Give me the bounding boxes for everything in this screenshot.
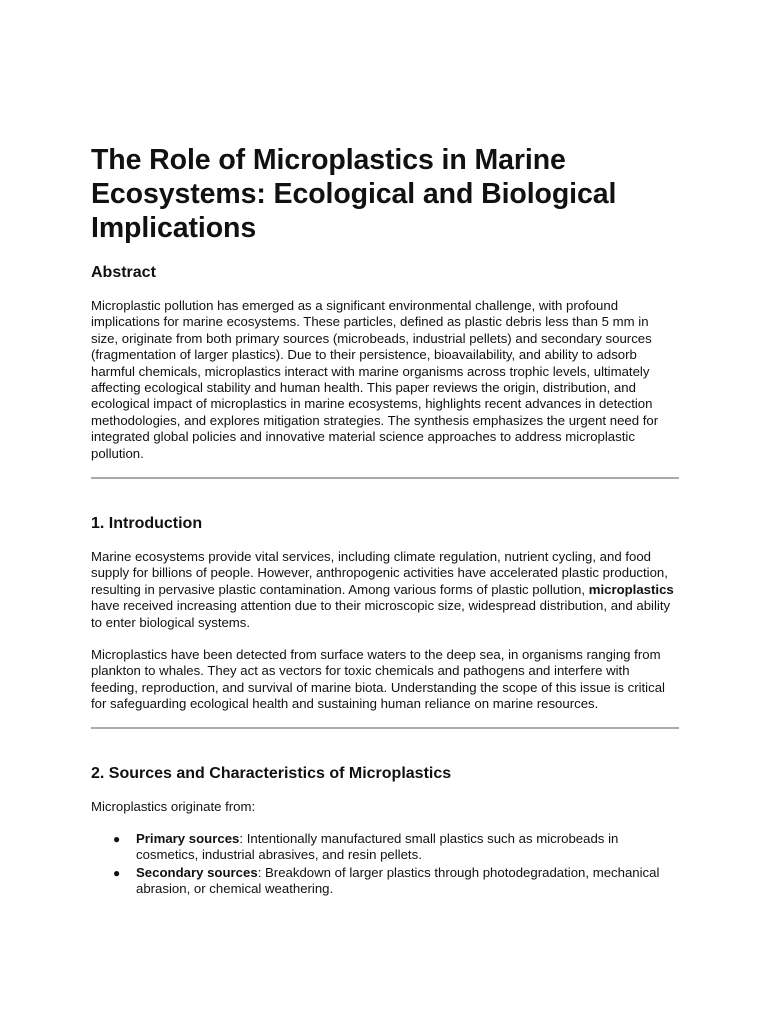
intro-text-before: Marine ecosystems provide vital services, including climate regulation, nutrient cycling, and food supply for billions of people. However, anthropogenic activities have accelerated plastic production, resulting in pervasive plastic contamination. Among various forms of plastic pollution, — [91, 549, 668, 597]
bullet-icon: ● — [113, 865, 121, 880]
list-item-text: : Intentionally manufactured small plastics such as microbeads in cosmetics, industrial abrasives, and resin pellets. — [136, 831, 619, 863]
bullet-icon: ● — [113, 832, 121, 846]
introduction-heading: 1. Introduction — [91, 515, 203, 532]
list-item-text: : Breakdown of larger plastics through photodegradation, mechanical abrasion, or chemical weathering. — [136, 864, 660, 897]
sources-list — [91, 831, 679, 899]
introduction-paragraph-1 — [91, 549, 679, 631]
list-item — [91, 831, 679, 864]
intro-bold-term: microplastics — [588, 581, 674, 597]
sources-intro: Microplastics originate from: — [91, 799, 256, 814]
abstract-paragraph: Microplastic pollution has emerged as a significant environmental challenge, with profound implications for marine ecosystems. These particles, defined as plastic debris less than 5 mm in size, originate from both primary sources (microbeads, industrial pellets) and secondary sources (fragmentation of larger plastics). Due to their persistence, bioavailability, and ability to adsorb harmful chemicals, microplastics interact with marine organisms across trophic levels, ultimately affecting ecological stability and human health. This paper reviews the origin, distribution, and ecological impact of microplastics in marine ecosystems, highlights recent advances in detection methodologies, and explores mitigation strategies. The synthesis emphasizes the urgent need for integrated global policies and innovative material science approaches to address microplastic pollution. — [91, 298, 659, 461]
section-divider — [91, 477, 679, 479]
abstract-heading: Abstract — [91, 264, 156, 281]
intro-text-after: have received increasing attention due to their microscopic size, widespread distribution, and ability to enter biological systems. — [91, 598, 671, 630]
list-item-term: Primary sources — [136, 831, 240, 846]
list-item-term: Secondary sources — [136, 864, 258, 880]
introduction-paragraph-2: Microplastics have been detected from surface waters to the deep sea, in organisms ranging from plankton to whales. They act as vectors for toxic chemicals and pathogens and interfere with feeding, reproduction, and survival of marine biota. Understanding the scope of this issue is critical for safeguarding ecological health and sustaining human reliance on marine resources. — [91, 647, 665, 712]
sources-heading: 2. Sources and Characteristics of Microplastics — [91, 765, 452, 782]
list-item — [91, 865, 679, 898]
document-title: The Role of Microplastics in Marine Ecosystems: Ecological and Biological Implications — [91, 144, 617, 244]
section-divider — [91, 727, 679, 729]
